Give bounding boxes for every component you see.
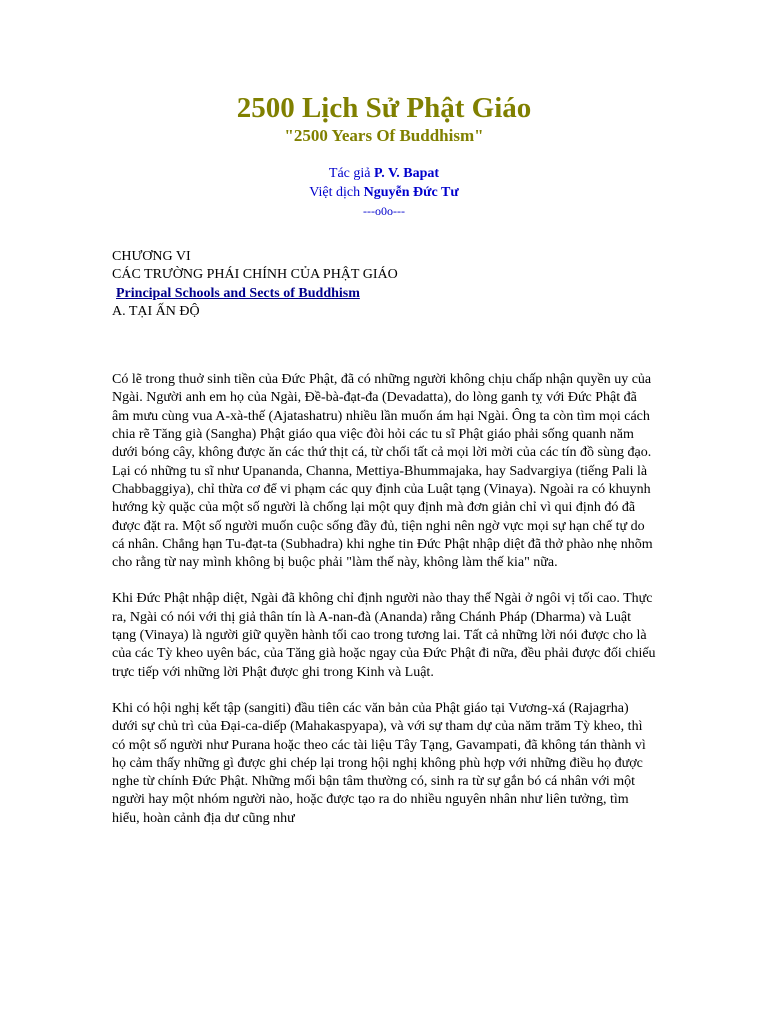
body-paragraph-2: Khi Đức Phật nhập diệt, Ngài đã không chỉ định người nào thay thế Ngài ở ngôi vị tối cao. Thực ra, Ngài có nói với thị giả thân tín là A-nan-đà (Ananda) rằng Chánh Pháp (Dharma) và Luật tạng (Vinaya) là người giữ quyền hành tối cao trong tương lai. Tất cả những lời nói được cho là của các Tỳ kheo uyên bác, của Tăng già hoặc ngay của Đức Phật đi nữa, đều phải được đối chiếu trực tiếp với những lời Phật được ghi trong Kinh và Luật. [112,591,656,680]
separator: ---o0o--- [363,204,405,218]
author-line [0,164,768,183]
section-heading: CÁC TRƯỜNG PHÁI CHÍNH CỦA PHẬT GIÁO [112,267,398,283]
translator-label: Việt dịch [309,185,361,200]
section-heading-en-link[interactable]: Principal Schools and Sects of Buddhism [116,285,360,301]
document-body [112,248,657,828]
author-name: P. V. Bapat [373,166,440,181]
page-subtitle: "2500 Years Of Buddhism" [284,126,484,145]
body-paragraph-1: Có lẽ trong thuở sinh tiền của Đức Phật, đã có những người không chịu chấp nhận quyền uy của Ngài. Người anh em họ của Ngài, Đề-bà-đạt-đa (Devadatta), do lòng ganh tỵ với Đức Phật đã âm mưu cùng vua A-xà-thế (Ajatashatru) nhiều lần muốn ám hại Ngài. Ông ta còn tìm mọi cách chia rẽ Tăng già (Sangha) Phật giáo qua việc đòi hỏi các tu sĩ Phật giáo phải sống quanh năm dưới bóng cây, không được ăn các thứ thịt cá, từ chối tất cả mọi lời mời của các tín đồ sùng đạo. Lại có những tu sĩ như Upananda, Channa, Mettiya-Bhummajaka, hay Sadvargiya (tiếng Pali là Chabbaggiya), chỉ thừa cơ để vi phạm các quy định của Luật tạng (Vinaya). Ngoài ra có khuynh hướng kỳ quặc của một số người là chống lại một quy định mà đơn giản chỉ vì qui định đó đã được đặt ra. Một số người muốn cuộc sống đầy đủ, tiện nghi nên ngờ vực mọi sự hạn chế tự do cá nhân. Chẳng hạn Tu-đạt-ta (Subhadra) khi nghe tin Đức Phật nhập diệt đã thở phào nhẹ nhõm cho rằng từ nay mình không bị buộc phải "làm thế này, không làm thế kia" nữa. [112,372,653,571]
document-header [0,90,768,220]
translator-line [0,183,768,202]
subsection-heading: A. TẠI ẤN ĐỘ [112,303,200,319]
section-heading-en-line [112,285,657,303]
page-title: 2500 Lịch Sử Phật Giáo [236,92,532,124]
author-label: Tác giả [328,166,371,181]
body-paragraph-3: Khi có hội nghị kết tập (sangiti) đầu tiên các văn bản của Phật giáo tại Vương-xá (Rajagrha) dưới sự chủ trì của Đại-ca-diếp (Mahakaspyapa), và với sự tham dự của năm trăm Tỳ kheo, thì có một số người như Purana hoặc theo các tài liệu Tây Tạng, Gavampati, đã không tán thành vì họ cảm thấy những gì được ghi chép lại trong hội nghị không phù hợp với những điều họ được nghe từ chính Đức Phật. Những mối bận tâm thường có, sinh ra từ sự gắn bó cá nhân với một người hay một nhóm người nào, hoặc được tạo ra do nhiều nguyên nhân như liên tưởng, tìm hiểu, hoàn cảnh địa dư cũng như [112,700,646,826]
translator-name: Nguyễn Đức Tư [363,185,459,200]
chapter-heading: CHƯƠNG VI [112,249,191,264]
